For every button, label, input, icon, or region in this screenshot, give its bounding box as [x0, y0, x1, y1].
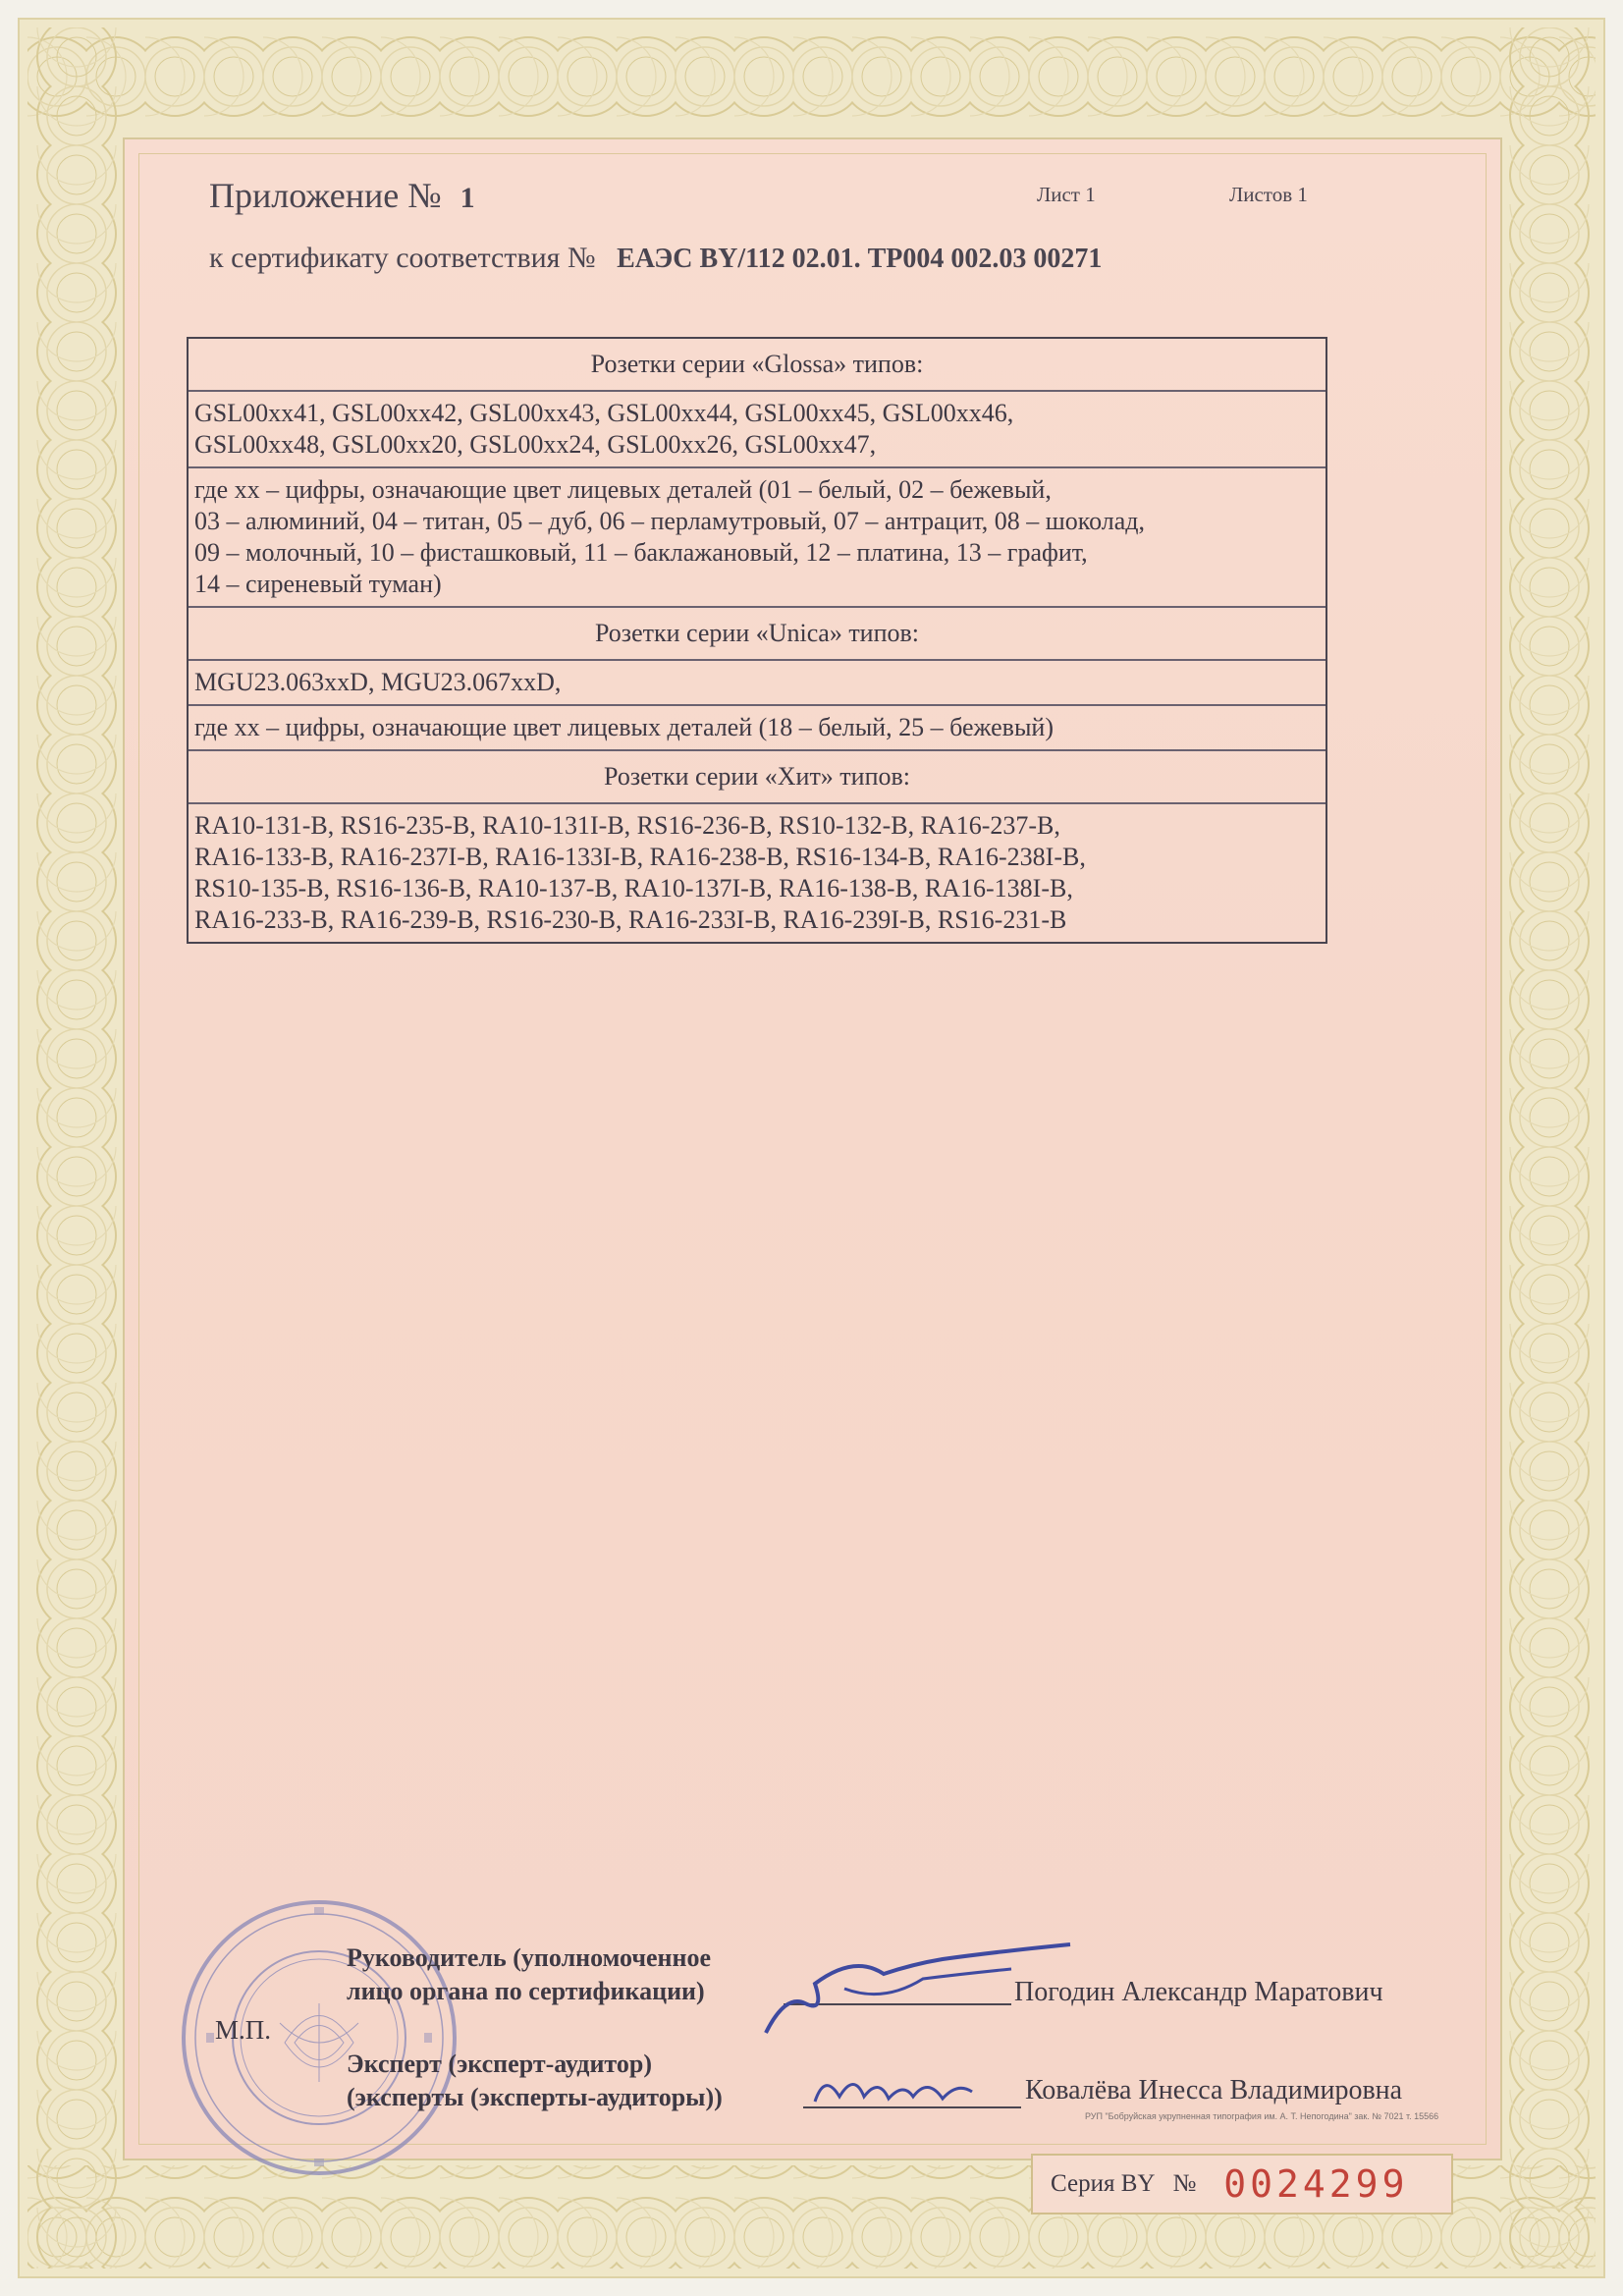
glossa-types-line: GSL00xx48, GSL00xx20, GSL00xx24, GSL00xx26, GSL00xx47,: [194, 430, 877, 459]
serial-number-sign: №: [1172, 2170, 1197, 2197]
appendix-number: 1: [460, 182, 475, 214]
certificate-number: ЕАЭС BY/112 02.01. ТР004 002.03 00271: [617, 244, 1103, 274]
glossa-colors-line: 09 – молочный, 10 – фисташковый, 11 – баклажановый, 12 – платина, 13 – графит,: [194, 538, 1088, 567]
expert-title-line: (эксперты (эксперты-аудиторы)): [347, 2083, 723, 2111]
unica-types-row: MGU23.063xxD, MGU23.067xxD,: [189, 661, 1325, 706]
expert-signature: [805, 2057, 1021, 2126]
unica-title-row: Розетки серии «Unica» типов:: [189, 608, 1325, 661]
head-title-line: лицо органа по сертификации): [347, 1977, 705, 2005]
serial-number-box: [1031, 2154, 1453, 2214]
head-title-line: Руководитель (уполномоченное: [347, 1943, 712, 1972]
certificate-prefix: к сертификату соответствия №: [209, 242, 596, 274]
expert-signatory-title: [347, 2048, 723, 2114]
certificate-reference: [209, 242, 1102, 275]
unica-colors-row: где хх – цифры, означающие цвет лицевых деталей (18 – белый, 25 – бежевый): [189, 706, 1325, 751]
sheet-number: Лист 1: [1037, 183, 1096, 206]
printer-note: РУП "Бобруйская укрупненная типография им. А. Т. Непогодина" зак. № 7021 т. 15566: [1085, 2111, 1439, 2121]
glossa-colors-line: где хх – цифры, означающие цвет лицевых деталей (01 – белый, 02 – бежевый,: [194, 475, 1052, 504]
sheets-count: Листов 1: [1229, 183, 1308, 206]
glossa-title-row: Розетки серии «Glossa» типов:: [189, 339, 1325, 392]
stamp-place-label: М.П.: [215, 2015, 272, 2045]
hit-types-row: [189, 804, 1325, 942]
appendix-label: Приложение №: [209, 176, 442, 215]
glossa-types-line: GSL00xx41, GSL00xx42, GSL00xx43, GSL00xx44, GSL00xx45, GSL00xx46,: [194, 399, 1014, 427]
hit-types-line: RS10-135-B, RS16-136-B, RA10-137-B, RA10-137I-B, RA16-138-B, RA16-138I-B,: [194, 874, 1073, 902]
glossa-colors-row: [189, 468, 1325, 608]
glossa-colors-line: 03 – алюминий, 04 – титан, 05 – дуб, 06 – перламутровый, 07 – антрацит, 08 – шоколад,: [194, 507, 1146, 535]
hit-types-line: RA10-131-B, RS16-235-B, RA10-131I-B, RS16-236-B, RS10-132-B, RA16-237-B,: [194, 811, 1060, 840]
serial-number: 0024299: [1223, 2162, 1409, 2206]
expert-title-line: Эксперт (эксперт-аудитор): [347, 2050, 652, 2078]
hit-types-line: RA16-133-B, RA16-237I-B, RA16-133I-B, RA16-238-B, RS16-134-B, RA16-238I-B,: [194, 843, 1086, 871]
product-types-table: [187, 337, 1327, 944]
expert-name: Ковалёва Инесса Владимировна: [1025, 2075, 1403, 2105]
head-signatory-title: [347, 1941, 711, 2008]
serial-label: Серия BY: [1051, 2170, 1156, 2197]
hit-title-row: Розетки серии «Хит» типов:: [189, 751, 1325, 804]
glossa-colors-line: 14 – сиреневый туман): [194, 570, 442, 598]
head-name: Погодин Александр Маратович: [1014, 1977, 1383, 2007]
appendix-heading: [209, 175, 475, 216]
hit-types-line: RA16-233-B, RA16-239-B, RS16-230-B, RA16-233I-B, RA16-239I-B, RS16-231-B: [194, 905, 1067, 934]
glossa-types-row: [189, 392, 1325, 468]
